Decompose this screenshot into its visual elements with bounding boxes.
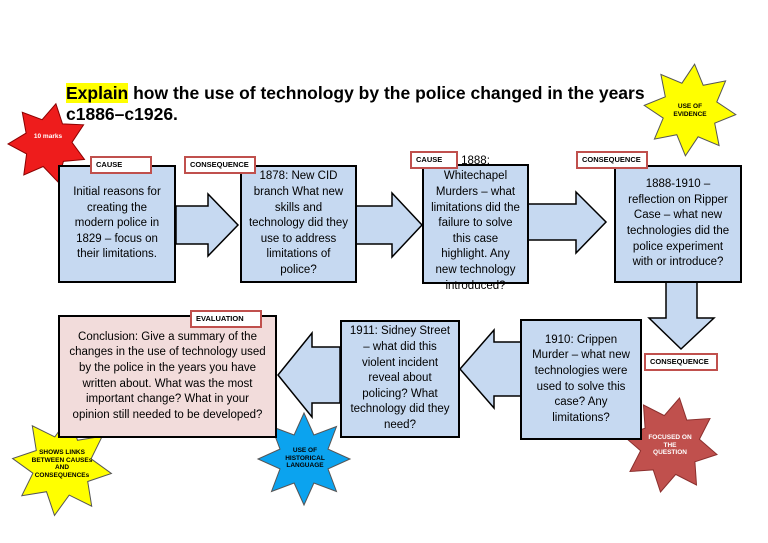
star-label-language: USE OF HISTORICAL LANGUAGE <box>285 447 325 469</box>
tag-evaluation: EVALUATION <box>190 310 262 328</box>
arrow-right-2 <box>356 193 422 257</box>
box-sidney-street-text: 1911: Sidney Street – what did this violent incident reveal about policing? What technology did they need? <box>349 325 451 431</box>
title-rest: how the use of technology by the police changed in the years <box>128 83 645 103</box>
box-cid-branch-text: 1878: New CID branch What new skills and technology did they use to address limitations of police? <box>248 170 349 276</box>
tag-cause-1: CAUSE <box>90 156 152 174</box>
star-label-links: SHOWS LINKS BETWEEN CAUSEs AND CONSEQUENCEs <box>31 449 93 479</box>
box-cid-branch <box>240 165 357 283</box>
box-conclusion <box>58 315 277 438</box>
arrow-right-3 <box>528 192 606 253</box>
box-ripper-reflection <box>614 165 742 283</box>
page-title <box>66 83 706 125</box>
box-crippen <box>520 319 642 440</box>
tag-consequence-2: CONSEQUENCE <box>576 151 648 169</box>
arrow-left-2 <box>278 333 340 417</box>
box-whitechapel-text: 1888: Whitechapel Murders – what limitations did the failure to solve this case highlight. Any new technology introduced? <box>431 154 520 292</box>
box-initial-reasons-text: Initial reasons for creating the modern police in 1829 – focus on their limitations. <box>73 186 161 261</box>
title-highlight: Explain <box>66 83 129 103</box>
arrow-left-1 <box>460 330 526 408</box>
box-initial-reasons <box>58 165 176 283</box>
arrow-right-1 <box>176 194 238 256</box>
box-conclusion-text: Conclusion: Give a summary of the changes in the use of technology used by the police in the years you have written about. What was the most important change? What in your opinion still needed to be developed? <box>69 330 266 421</box>
box-sidney-street <box>340 320 460 438</box>
tag-consequence-1: CONSEQUENCE <box>184 156 256 174</box>
tag-cause-2: CAUSE <box>410 151 458 169</box>
box-ripper-reflection-text: 1888-1910 – reflection on Ripper Case – what new technologies did the police experiment with or introduce? <box>626 178 730 269</box>
box-crippen-text: 1910: Crippen Murder – what new technologies were used to solve this case? Any limitations? <box>532 333 630 424</box>
arrow-down <box>649 280 714 349</box>
star-label-marks: 10 marks <box>33 133 63 140</box>
title-continuation: c1886–c1926. <box>66 104 178 124</box>
tag-consequence-3: CONSEQUENCE <box>644 353 718 371</box>
star-label-evidence: USE OF EVIDENCE <box>673 103 707 118</box>
star-label-focused: FOCUSED ON THE QUESTION <box>648 434 692 456</box>
